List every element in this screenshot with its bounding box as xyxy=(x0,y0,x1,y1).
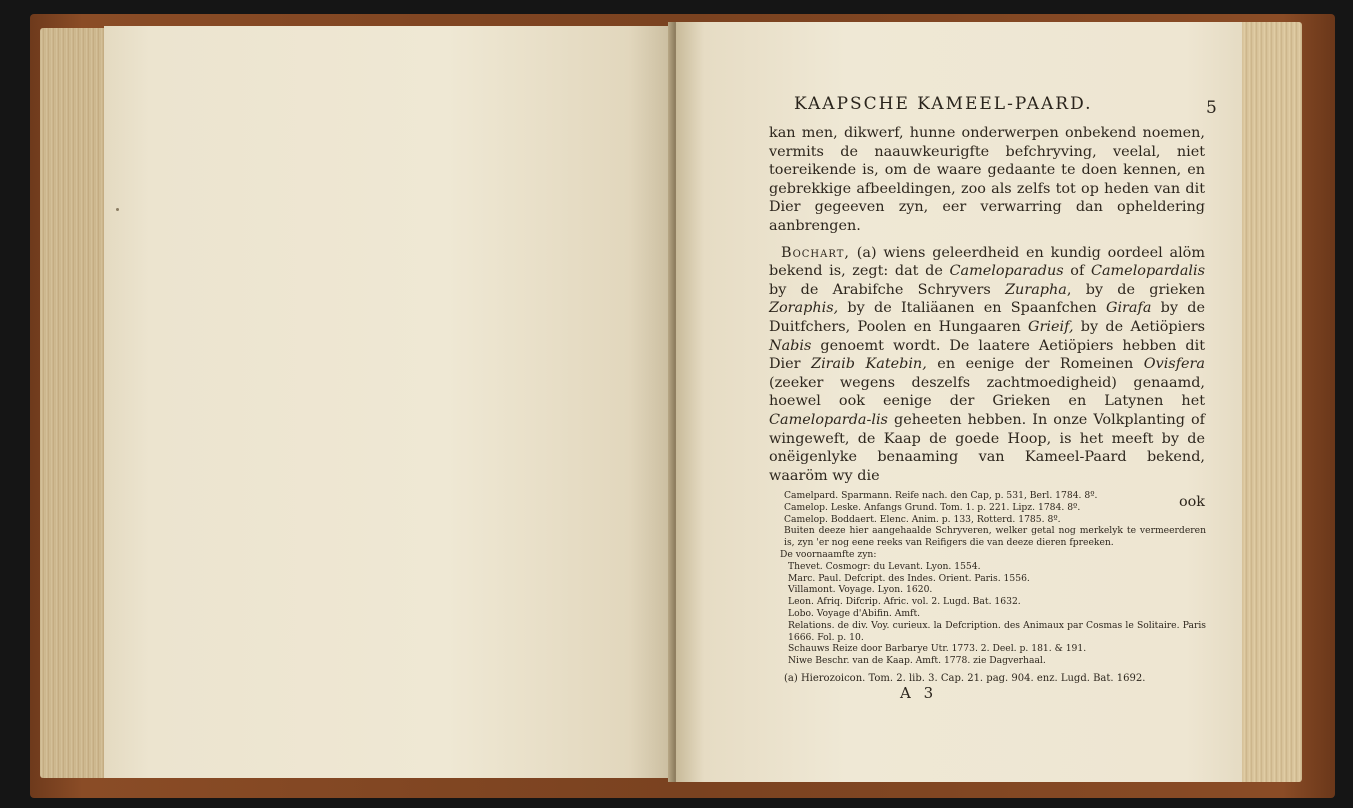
text-run: of xyxy=(1063,263,1091,280)
reference-line: Villamont. Voyage. Lyon. 1620. xyxy=(788,584,933,596)
reference-line: Thevet. Cosmogr: du Levant. Lyon. 1554. xyxy=(788,560,981,572)
term: Ovisfera xyxy=(1143,356,1205,373)
note-line: Buiten deeze hier aangehaalde Schryveren, welker getal nog merkelyk te vermeerderen is, zyn 'er nog eene reeks van Reifigers die van deeze dieren fpreeken. xyxy=(784,525,1206,549)
note-line: De voornaamfte zyn: xyxy=(780,548,877,560)
page-number: 5 xyxy=(1206,98,1219,118)
term: Nabis xyxy=(769,337,812,354)
running-title: KAAPSCHE KAMEEL-PAARD. xyxy=(794,94,1093,114)
paragraph-2 xyxy=(769,244,1205,486)
text-run: by de Aetiöpiers xyxy=(1073,318,1205,335)
text-run: by de Arabifche Schryvers xyxy=(769,281,1006,298)
term: Zurapha xyxy=(1005,281,1067,298)
left-page-edges xyxy=(40,28,106,778)
term: Cameloparadus xyxy=(949,263,1064,280)
term: Camelopardalis xyxy=(1090,263,1206,280)
left-page-blank xyxy=(104,26,674,778)
note-line: Camelop. Boddaert. Elenc. Anim. p. 133, Rotterd. 1785. 8º. xyxy=(784,513,1061,525)
footnote-a: (a) Hierozoicon. Tom. 2. lib. 3. Cap. 21. pag. 904. enz. Lugd. Bat. 1692. xyxy=(784,672,1146,684)
text-run: (zeeker wegens deszelfs zachtmoedigheid) genaamd, hoewel ook eenige der Grieken en Latynen het xyxy=(769,374,1205,410)
running-header xyxy=(794,94,1219,124)
body-text xyxy=(769,124,1205,512)
right-page-edges xyxy=(1238,22,1302,782)
reference-line: Leon. Afriq. Difcrip. Afric. vol. 2. Lugd. Bat. 1632. xyxy=(788,596,1021,608)
note-line: Camelop. Leske. Anfangs Grund. Tom. 1. p. 221. Lipz. 1784. 8º. xyxy=(784,501,1081,513)
paper-speck xyxy=(116,208,119,211)
reference-line: Lobo. Voyage d'Abifin. Amft. xyxy=(788,607,921,619)
signature-mark: A 3 xyxy=(900,684,938,702)
reference-line: Niwe Beschr. van de Kaap. Amft. 1778. zie Dagverhaal. xyxy=(788,655,1046,667)
text-run: by de Duitfchers, Poolen en Hungaaren xyxy=(769,300,1205,335)
note-line: Camelpard. Sparmann. Reife nach. den Cap, p. 531, Berl. 1784. 8º. xyxy=(784,490,1098,501)
right-page xyxy=(676,22,1242,782)
term: Zoraphis, xyxy=(769,300,839,317)
author-bochart: Bochart, xyxy=(781,244,850,261)
footnotes xyxy=(780,490,1206,685)
text-run: genoemt wordt. De laatere Aetiöpiers hebben dit Dier xyxy=(769,337,1205,373)
text-run: en eenige der Romeinen xyxy=(926,356,1144,373)
term: Girafa xyxy=(1105,300,1152,317)
text-run: (a) wiens geleerdheid en kundig oordeel alöm bekend is, zegt: dat de xyxy=(769,244,1205,280)
term: Cameloparda-lis xyxy=(769,411,888,428)
paragraph-1: kan men, dikwerf, hunne onderwerpen onbekend noemen, vermits de naauwkeurigfte befchryving, veelal, niet toereikende is, om de waare gedaante te doen kennen, en gebrekkige afbeeldingen, zoo als zelfs tot op heden van dit Dier gegeeven zyn, eer verwarring dan opheldering aanbrengen. xyxy=(769,125,1205,234)
reference-line: Schauws Reize door Barbarye Utr. 1773. 2. Deel. p. 181. & 191. xyxy=(788,643,1087,655)
text-run: by de Italiäanen en Spaanfchen xyxy=(838,300,1106,317)
text-run: geheeten hebben. In onze Volkplanting of wingeweft, de Kaap de goede Hoop, is het meeft by de onëigenlyke benaaming van Kameel-Paard bekend, waaröm wy die xyxy=(769,411,1205,484)
term: Grieif, xyxy=(1028,318,1074,335)
catchword: ook xyxy=(1178,494,1205,511)
text-run: , by de grieken xyxy=(1066,281,1205,298)
reference-line: Marc. Paul. Defcript. des Indes. Orient. Paris. 1556. xyxy=(788,572,1030,584)
reference-line: Relations. de div. Voy. curieux. la Defcription. des Animaux par Cosmas le Solitaire. Paris 1666. Fol. p. 10. xyxy=(788,619,1206,643)
term: Ziraib Katebin, xyxy=(811,356,927,373)
